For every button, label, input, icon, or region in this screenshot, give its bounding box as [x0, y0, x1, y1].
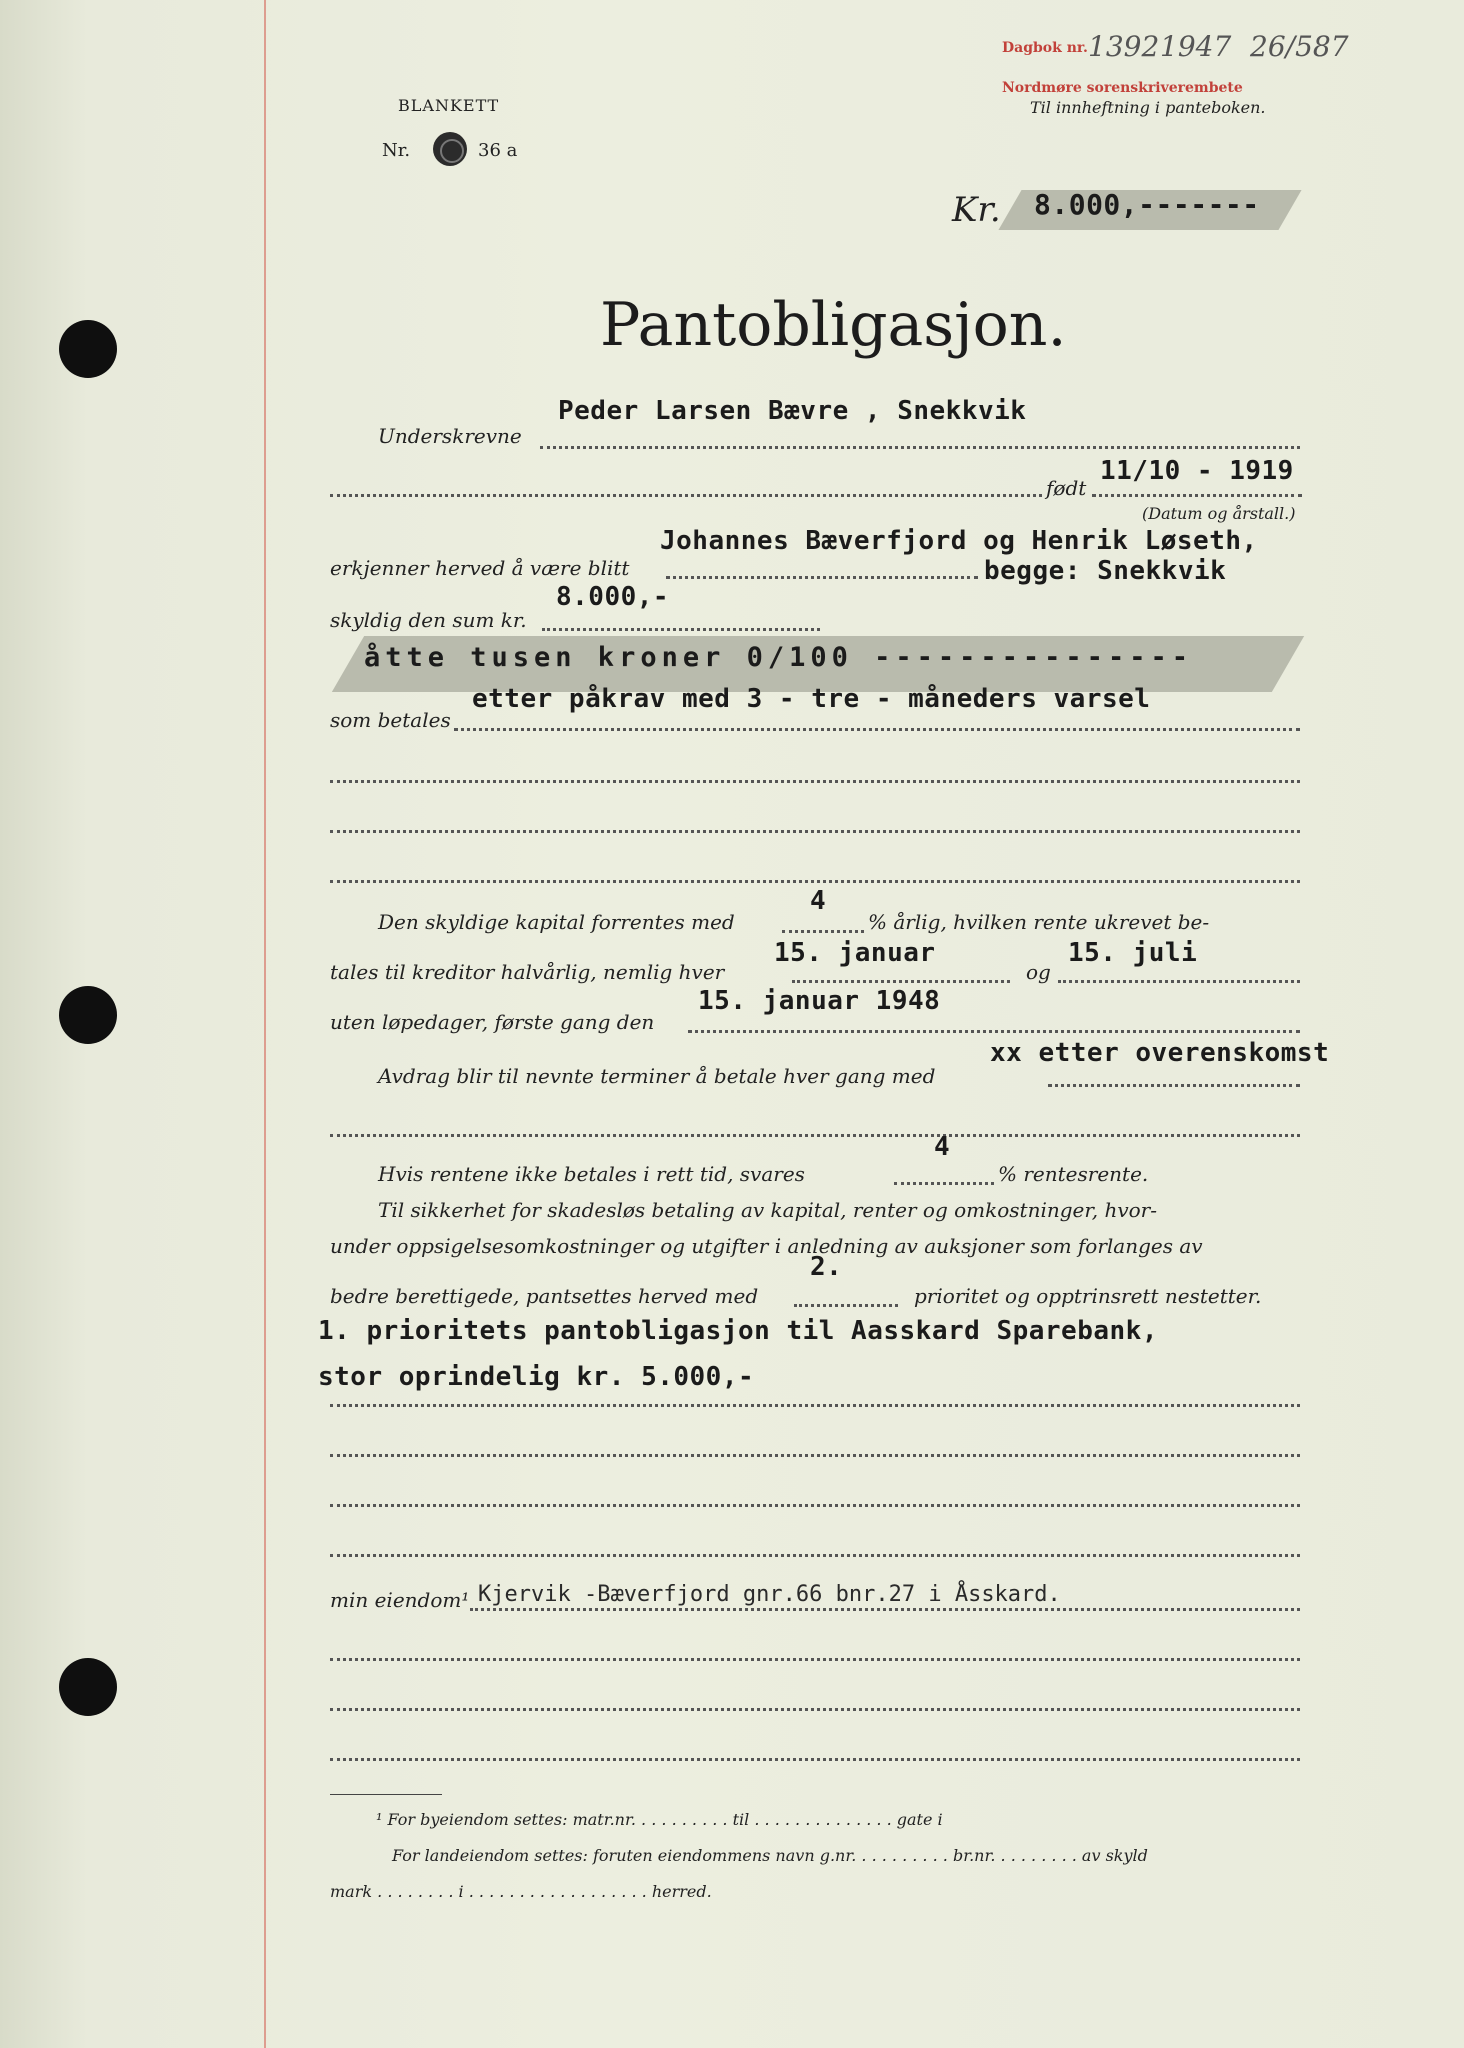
- born-hint: (Datum og årstall.): [1142, 504, 1296, 523]
- form-code: 36 a: [478, 140, 518, 161]
- dotted-line: [330, 1134, 1300, 1137]
- stamp-dagbok-label: Dagbok nr.: [1002, 40, 1088, 56]
- installments-value: xx etter overenskomst: [990, 1038, 1330, 1068]
- security-line1: Til sikkerhet for skadesløs betaling av kapital, renter og omkostninger, hvor-: [378, 1198, 1158, 1222]
- dotted-line: [794, 1304, 898, 1307]
- first-payment-date: 15. januar 1948: [698, 986, 941, 1016]
- prior-obligation-line1: 1. prioritets pantobligasjon til Aasskard Sparebank,: [318, 1316, 1158, 1346]
- priority-text: bedre berettigede, pantsettes herved med: [330, 1284, 759, 1308]
- dotted-line: [542, 628, 820, 631]
- born-label: født: [1046, 476, 1087, 500]
- dotted-line: [330, 494, 1042, 497]
- penalty-rate: 4: [934, 1132, 951, 1162]
- interest-line1-post: % årlig, hvilken rente ukrevet be-: [868, 910, 1210, 934]
- footnote-line2: For landeiendom settes: foruten eiendommens navn g.nr. . . . . . . . . . br.nr. . . . . . . . . av skyld: [392, 1846, 1148, 1865]
- property-value: Kjervik -Bæverfjord gnr.66 bnr.27 i Åsskard.: [478, 1582, 1061, 1607]
- binder-hole: [59, 320, 117, 378]
- dotted-line: [1092, 494, 1302, 497]
- footnote-line1: ¹ For byeiendom settes: matr.nr. . . . . . . . . . til . . . . . . . . . . . . . . gate i: [376, 1810, 943, 1829]
- dotted-line: [1058, 980, 1300, 983]
- priority-post: prioritet og opptrinsrett nestetter.: [914, 1284, 1262, 1308]
- interest-line3-text: uten løpedager, første gang den: [330, 1010, 655, 1034]
- interest-date2: 15. juli: [1068, 938, 1198, 968]
- interest-rate: 4: [810, 886, 827, 916]
- dotted-line: [330, 880, 1300, 883]
- footnote-line3: mark . . . . . . . . i . . . . . . . . . . . . . . . . . . herred.: [330, 1882, 712, 1901]
- sum-label: skyldig den sum kr.: [330, 608, 527, 632]
- prior-obligation-line2: stor oprindelig kr. 5.000,-: [318, 1362, 755, 1392]
- dotted-line: [330, 1708, 1300, 1711]
- dotted-line: [330, 1554, 1300, 1557]
- dotted-line: [330, 830, 1300, 833]
- dotted-line: [330, 1758, 1300, 1761]
- creditor-place: begge: Snekkvik: [984, 556, 1227, 586]
- dotted-line: [330, 1454, 1300, 1457]
- nr-label: Nr.: [382, 140, 411, 161]
- dotted-line: [894, 1182, 994, 1185]
- dotted-line: [666, 576, 978, 579]
- document-title: Pantobligasjon.: [600, 290, 1067, 360]
- dotted-line: [470, 1608, 1300, 1611]
- stamp-number: 1392: [1088, 30, 1160, 63]
- payment-label: som betales: [330, 708, 451, 732]
- blankett-label: BLANKETT: [398, 96, 500, 115]
- undersigned-label: Underskrevne: [378, 424, 522, 448]
- creditor-name: Johannes Bæverfjord og Henrik Løseth,: [660, 526, 1258, 556]
- acknowledge-label: erkjenner herved å være blitt: [330, 556, 630, 580]
- dotted-line: [330, 780, 1300, 783]
- dotted-line: [454, 728, 1300, 731]
- dotted-line: [782, 930, 864, 933]
- installments-label: Avdrag blir til nevnte terminer å betale hver gang med: [378, 1064, 936, 1088]
- interest-og: og: [1026, 960, 1051, 984]
- amount-prefix: Kr.: [952, 190, 1001, 230]
- dotted-line: [688, 1030, 1300, 1033]
- stamp-reference: 26/587: [1250, 30, 1349, 63]
- stamp-year: 1947: [1160, 30, 1232, 63]
- footnote-rule: [330, 1794, 442, 1795]
- seal-icon: [433, 132, 467, 166]
- sum-value: 8.000,-: [556, 582, 670, 612]
- penalty-post: % rentesrente.: [998, 1162, 1149, 1186]
- property-label: min eiendom¹: [330, 1588, 470, 1612]
- dotted-line: [330, 1404, 1300, 1407]
- dotted-line: [1048, 1084, 1300, 1087]
- interest-date1: 15. januar: [774, 938, 936, 968]
- dotted-line: [540, 446, 1300, 449]
- payment-terms: etter påkrav med 3 - tre - måneders varsel: [472, 684, 1151, 714]
- sum-in-words: åtte tusen kroner 0/100 ---------------: [364, 642, 1193, 673]
- security-line2: under oppsigelsesomkostninger og utgifter i anledning av auksjoner som forlanges av: [330, 1234, 1203, 1258]
- stamp-court: Nordmøre sorenskriverembete: [1002, 80, 1243, 96]
- stamp-note: Til innheftning i panteboken.: [1030, 98, 1266, 117]
- interest-line1-text: Den skyldige kapital forrentes med: [378, 910, 735, 934]
- dotted-line: [330, 1658, 1300, 1661]
- amount-value: 8.000,-------: [1034, 188, 1260, 221]
- margin-rule: [264, 0, 266, 2048]
- binder-hole: [59, 986, 117, 1044]
- penalty-text: Hvis rentene ikke betales i rett tid, svares: [378, 1162, 805, 1186]
- binder-hole: [59, 1658, 117, 1716]
- birth-date: 11/10 - 1919: [1100, 456, 1294, 486]
- dotted-line: [330, 1504, 1300, 1507]
- interest-line2-text: tales til kreditor halvårlig, nemlig hver: [330, 960, 725, 984]
- dotted-line: [792, 980, 1010, 983]
- priority-value: 2.: [810, 1252, 843, 1282]
- debtor-name: Peder Larsen Bævre , Snekkvik: [558, 396, 1027, 426]
